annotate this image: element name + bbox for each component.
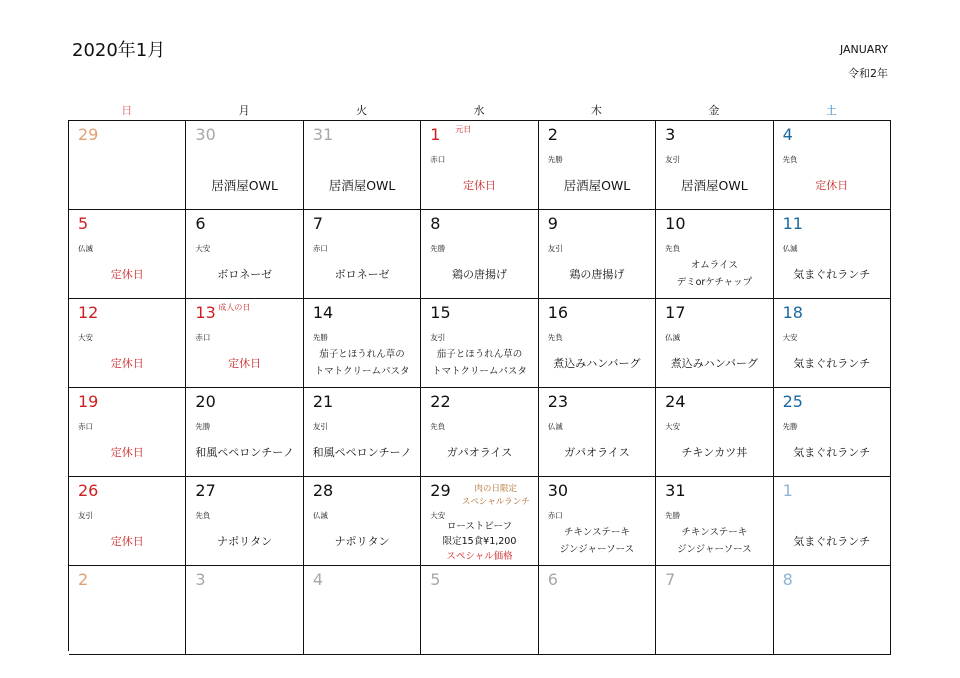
menu-line: 気まぐれランチ	[793, 267, 871, 281]
lunch-menu	[539, 343, 655, 383]
menu-line: 定休日	[110, 356, 144, 370]
closed-day-label	[69, 432, 185, 472]
month-english-label: JANUARY	[839, 43, 888, 56]
rokuyo-label: 仏滅	[312, 511, 328, 520]
lunch-menu	[539, 432, 655, 472]
rokuyo-label: 友引	[78, 511, 93, 520]
day-number: 1	[782, 481, 793, 500]
lunch-menu	[774, 521, 890, 561]
weekday-wednesday: 水	[473, 104, 485, 117]
menu-line: 茄子とほうれん草の	[436, 349, 523, 360]
day-cell	[774, 299, 891, 388]
rokuyo-label: 赤口	[78, 422, 93, 431]
menu-line: 鶏の唐揚げ	[451, 267, 507, 281]
day-cell	[304, 210, 421, 299]
rokuyo-label: 大安	[665, 422, 681, 431]
weekday-tuesday: 火	[356, 104, 368, 117]
holiday-label: 元日	[455, 125, 472, 134]
rokuyo-label: 大安	[195, 244, 211, 253]
lunch-menu	[656, 521, 772, 561]
day-number: 16	[547, 303, 569, 322]
rokuyo-label: 先勝	[195, 422, 211, 431]
day-number: 4	[312, 570, 324, 589]
menu-line: 定休日	[815, 178, 849, 192]
rokuyo-label: 仏滅	[665, 333, 681, 342]
menu-line: ローストビーフ	[446, 520, 513, 532]
day-number: 2	[78, 570, 89, 589]
day-number: 24	[665, 392, 686, 411]
menu-line: ガパオライス	[446, 445, 513, 459]
day-number: 29	[78, 125, 99, 144]
day-cell	[304, 477, 421, 566]
menu-line: ボロネーゼ	[217, 267, 273, 281]
menu-line: 煮込みハンバーグ	[670, 356, 758, 370]
closed-day-label	[69, 343, 185, 383]
day-number: 6	[547, 570, 558, 589]
lunch-menu	[304, 521, 420, 561]
closed-day-label	[774, 165, 890, 205]
day-number: 2	[547, 125, 558, 144]
day-number: 11	[782, 214, 803, 233]
special-lunch-header-line: スペシャルランチ	[461, 497, 530, 507]
rokuyo-label: 仏滅	[782, 244, 798, 253]
menu-line: スペシャル価格	[446, 550, 513, 562]
rokuyo-label: 仏滅	[547, 422, 563, 431]
day-number: 14	[312, 303, 334, 322]
rokuyo-label: 友引	[547, 244, 563, 253]
rokuyo-label: 先負	[547, 333, 563, 342]
day-number: 17	[665, 303, 686, 322]
day-cell	[774, 566, 891, 655]
day-cell	[69, 299, 186, 388]
menu-line: 定休日	[110, 445, 144, 459]
menu-line: 和風ペペロンチーノ	[195, 445, 295, 459]
day-number: 7	[312, 214, 324, 233]
day-number: 10	[665, 214, 686, 233]
weekday-monday: 月	[238, 104, 250, 117]
menu-line: 限定15食¥1,200	[442, 535, 517, 547]
day-cell	[539, 477, 656, 566]
lunch-menu	[656, 432, 772, 472]
special-lunch-header	[462, 483, 530, 509]
day-number: 4	[782, 125, 793, 144]
rokuyo-label: 赤口	[547, 511, 563, 520]
rokuyo-label: 大安	[430, 511, 446, 520]
rokuyo-label: 先勝	[782, 422, 798, 431]
weekday-saturday: 土	[825, 104, 837, 117]
menu-line: オムライス	[690, 260, 738, 271]
lunch-menu	[304, 432, 420, 472]
menu-line: ナポリタン	[217, 534, 273, 548]
day-number: 31	[312, 125, 334, 144]
special-lunch-header-line: 肉の日限定	[474, 484, 518, 494]
day-number: 19	[78, 392, 99, 411]
day-number: 29	[430, 481, 451, 500]
menu-line: 煮込みハンバーグ	[553, 356, 641, 370]
day-number: 9	[547, 214, 558, 233]
menu-line: 居酒屋OWL	[211, 177, 278, 193]
menu-line: チキンカツ丼	[681, 445, 748, 459]
day-cell	[421, 210, 538, 299]
menu-line: 居酒屋OWL	[681, 177, 748, 193]
day-number: 28	[312, 481, 334, 500]
menu-line: ジンジャーソース	[677, 544, 752, 555]
day-cell	[304, 566, 421, 655]
rokuyo-label: 先勝	[312, 333, 328, 342]
day-cell	[539, 210, 656, 299]
day-cell	[186, 477, 303, 566]
menu-line: ジンジャーソース	[559, 544, 635, 555]
menu-line: 鶏の唐揚げ	[569, 267, 625, 281]
day-cell	[774, 121, 891, 210]
day-number: 8	[782, 570, 793, 589]
era-label: 令和2年	[848, 67, 888, 80]
day-number: 25	[782, 392, 803, 411]
lunch-menu	[186, 254, 302, 294]
weekday-thursday: 木	[590, 104, 602, 117]
lunch-menu	[539, 165, 655, 205]
rokuyo-label: 友引	[312, 422, 328, 431]
lunch-menu	[421, 516, 537, 566]
rokuyo-label: 赤口	[430, 155, 446, 164]
menu-line: 気まぐれランチ	[793, 534, 871, 548]
rokuyo-label: 赤口	[312, 244, 328, 253]
rokuyo-label: 友引	[665, 155, 681, 164]
day-cell	[186, 299, 303, 388]
day-cell	[656, 210, 773, 299]
menu-line: 茄子とほうれん草の	[319, 349, 405, 360]
day-number: 20	[195, 392, 216, 411]
closed-day-label	[69, 254, 185, 294]
day-cell	[421, 388, 538, 477]
menu-line: 気まぐれランチ	[793, 356, 871, 370]
menu-line: 居酒屋OWL	[563, 177, 631, 193]
day-number: 23	[547, 392, 569, 411]
day-number: 12	[78, 303, 99, 322]
menu-line: チキンステーキ	[563, 527, 630, 538]
day-cell	[421, 566, 538, 655]
rokuyo-label: 大安	[78, 333, 93, 342]
day-number: 3	[665, 125, 676, 144]
menu-line: 居酒屋OWL	[328, 177, 396, 193]
lunch-menu	[421, 254, 537, 294]
rokuyo-label: 先負	[665, 244, 681, 253]
lunch-menu	[304, 254, 420, 294]
closed-day-label	[186, 343, 302, 383]
day-cell	[304, 121, 421, 210]
day-number: 30	[195, 125, 216, 144]
lunch-menu	[421, 343, 537, 383]
day-number: 15	[430, 303, 451, 322]
lunch-menu	[774, 432, 890, 472]
menu-line: 定休日	[110, 534, 144, 548]
day-number: 8	[430, 214, 441, 233]
weekday-sunday: 日	[121, 104, 133, 117]
rokuyo-label: 先負	[430, 422, 446, 431]
page-title: 2020年1月	[72, 40, 166, 61]
day-cell	[186, 566, 303, 655]
day-cell	[656, 121, 773, 210]
menu-line: デミorケチャップ	[676, 277, 753, 288]
day-cell	[304, 299, 421, 388]
rokuyo-label: 赤口	[195, 333, 211, 342]
day-number: 5	[78, 214, 89, 233]
menu-line: トマトクリームパスタ	[314, 366, 410, 377]
day-number: 13	[195, 303, 216, 322]
lunch-menu	[186, 521, 302, 561]
day-number: 6	[195, 214, 206, 233]
lunch-menu	[421, 432, 537, 472]
day-cell	[656, 477, 773, 566]
holiday-label: 成人の日	[218, 303, 251, 312]
day-cell	[69, 210, 186, 299]
day-cell	[186, 388, 303, 477]
rokuyo-label: 友引	[430, 333, 446, 342]
day-cell	[69, 121, 186, 210]
lunch-menu	[656, 343, 772, 383]
weekday-friday: 金	[708, 104, 720, 117]
day-cell	[304, 388, 421, 477]
day-cell	[539, 566, 656, 655]
menu-line: チキンステーキ	[681, 527, 748, 538]
day-cell	[186, 210, 303, 299]
day-cell	[186, 121, 303, 210]
closed-day-label	[421, 165, 537, 205]
menu-line: 定休日	[462, 178, 496, 192]
day-number: 27	[195, 481, 216, 500]
day-cell	[539, 388, 656, 477]
day-cell	[69, 566, 186, 655]
weekday-header	[68, 102, 890, 118]
day-cell	[69, 388, 186, 477]
rokuyo-label: 先勝	[547, 155, 563, 164]
lunch-menu	[304, 343, 420, 383]
rokuyo-label: 先勝	[665, 511, 681, 520]
lunch-menu	[656, 165, 772, 205]
menu-line: 気まぐれランチ	[793, 445, 871, 459]
day-cell	[69, 477, 186, 566]
menu-line: 和風ペペロンチーノ	[312, 445, 412, 459]
day-cell	[656, 388, 773, 477]
day-number: 5	[430, 570, 441, 589]
menu-line: ボロネーゼ	[334, 267, 390, 281]
calendar-grid	[68, 120, 891, 651]
menu-line: 定休日	[228, 356, 262, 370]
day-cell	[421, 121, 538, 210]
rokuyo-label: 先勝	[430, 244, 446, 253]
lunch-menu	[304, 165, 420, 205]
day-cell	[421, 299, 538, 388]
day-cell	[539, 299, 656, 388]
rokuyo-label: 先負	[195, 511, 211, 520]
closed-day-label	[69, 521, 185, 561]
menu-line: ナポリタン	[334, 534, 390, 548]
day-cell	[539, 121, 656, 210]
lunch-menu	[656, 254, 772, 294]
lunch-menu	[186, 432, 302, 472]
day-number: 31	[665, 481, 686, 500]
day-cell	[774, 477, 891, 566]
rokuyo-label: 仏滅	[78, 244, 93, 253]
rokuyo-label: 先負	[782, 155, 798, 164]
day-number: 18	[782, 303, 803, 322]
day-number: 26	[78, 481, 99, 500]
day-number: 1	[430, 125, 441, 144]
day-cell	[656, 566, 773, 655]
day-cell	[421, 477, 538, 566]
lunch-menu	[774, 254, 890, 294]
day-cell	[774, 210, 891, 299]
day-number: 21	[312, 392, 334, 411]
day-number: 22	[430, 392, 451, 411]
day-cell	[656, 299, 773, 388]
lunch-menu	[186, 165, 302, 205]
menu-line: 定休日	[110, 267, 144, 281]
day-cell	[774, 388, 891, 477]
menu-line: ガパオライス	[564, 445, 630, 459]
day-number: 7	[665, 570, 676, 589]
day-number: 3	[195, 570, 206, 589]
lunch-menu	[539, 521, 655, 561]
menu-line: トマトクリームパスタ	[432, 366, 527, 377]
lunch-menu	[774, 343, 890, 383]
day-number: 30	[547, 481, 569, 500]
lunch-menu	[539, 254, 655, 294]
rokuyo-label: 大安	[782, 333, 798, 342]
